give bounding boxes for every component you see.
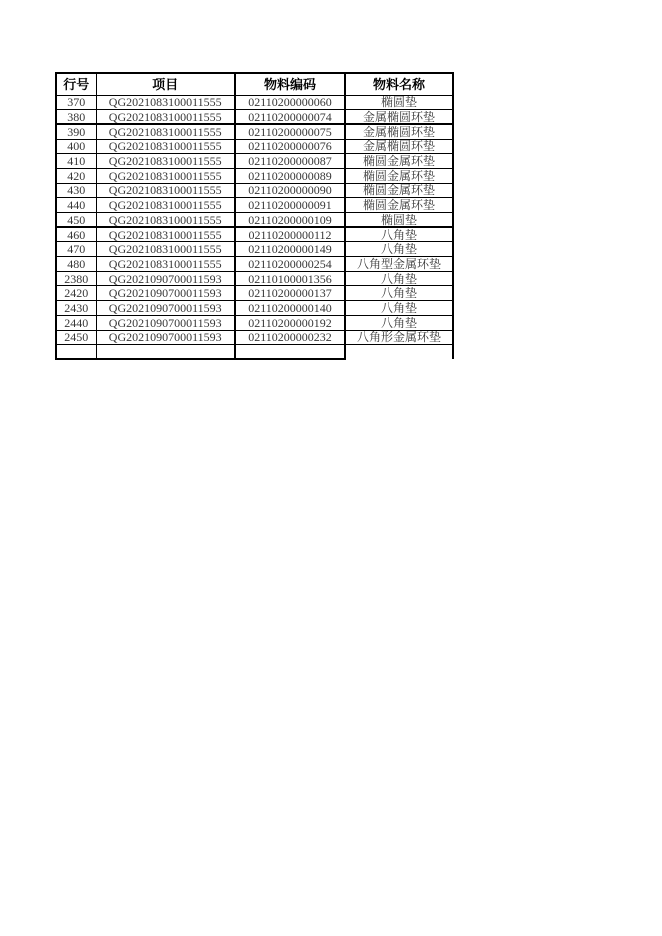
table-cell: 450 [56, 213, 96, 228]
table-cell: 金属椭圆环垫 [345, 124, 453, 139]
table-cell: 八角垫 [345, 315, 453, 330]
table-cell: 金属椭圆环垫 [345, 110, 453, 125]
table-row [56, 330, 453, 345]
table-cell: 八角垫 [345, 227, 453, 242]
table-row [56, 315, 453, 330]
header-row [56, 73, 453, 95]
table-row [56, 213, 453, 228]
table-row [56, 242, 453, 257]
table-cell: QG2021090700011593 [96, 315, 235, 330]
table-cell [345, 345, 453, 360]
table-cell: 椭圆金属环垫 [345, 168, 453, 183]
table-cell: 椭圆垫 [345, 95, 453, 110]
table-cell: 八角垫 [345, 271, 453, 286]
column-header-material-name: 物料名称 [345, 73, 453, 95]
table-cell: 八角垫 [345, 242, 453, 257]
table-row [56, 227, 453, 242]
table-cell: QG2021083100011555 [96, 213, 235, 228]
table-cell: 椭圆垫 [345, 213, 453, 228]
table-cell: QG2021083100011555 [96, 154, 235, 169]
table-cell: QG2021090700011593 [96, 271, 235, 286]
table-cell: 八角垫 [345, 286, 453, 301]
column-header-line-no: 行号 [56, 73, 96, 95]
table-cell: 02110200000137 [235, 286, 345, 301]
table-cell: QG2021083100011555 [96, 124, 235, 139]
table-cell: 2420 [56, 286, 96, 301]
table-row [56, 271, 453, 286]
table-cell: 2430 [56, 301, 96, 316]
table-header [56, 73, 453, 95]
table-cell: 02110200000076 [235, 139, 345, 154]
table-cell: 八角型金属环垫 [345, 257, 453, 272]
table-cell: QG2021090700011593 [96, 330, 235, 345]
column-header-material-code: 物料编码 [235, 73, 345, 95]
table-cell: 02110200000254 [235, 257, 345, 272]
table-cell: QG2021083100011555 [96, 168, 235, 183]
table-cell: QG2021090700011593 [96, 301, 235, 316]
column-header-project: 项目 [96, 73, 235, 95]
table-cell: 400 [56, 139, 96, 154]
table-cell: QG2021083100011555 [96, 242, 235, 257]
table-cell: 430 [56, 183, 96, 198]
table-row [56, 95, 453, 110]
table-cell: 380 [56, 110, 96, 125]
table-row [56, 183, 453, 198]
table-cell: 02110200000074 [235, 110, 345, 125]
table-cell: 八角形金属环垫 [345, 330, 453, 345]
table-row [56, 139, 453, 154]
table-cell: 02110200000192 [235, 315, 345, 330]
table-cell: 02110200000112 [235, 227, 345, 242]
table-row [56, 257, 453, 272]
empty-row [56, 345, 453, 360]
table-cell [56, 345, 96, 360]
table-row [56, 198, 453, 213]
table-row [56, 110, 453, 125]
table-cell: 390 [56, 124, 96, 139]
material-table [55, 72, 454, 360]
table-cell: 02110200000087 [235, 154, 345, 169]
table-row [56, 301, 453, 316]
table-cell: 410 [56, 154, 96, 169]
table-row [56, 168, 453, 183]
table-cell: 02110200000075 [235, 124, 345, 139]
table-cell: 椭圆金属环垫 [345, 154, 453, 169]
table-cell: 02110200000089 [235, 168, 345, 183]
table-cell: 八角垫 [345, 301, 453, 316]
table-cell: 470 [56, 242, 96, 257]
table-cell: QG2021083100011555 [96, 110, 235, 125]
table-cell: 椭圆金属环垫 [345, 198, 453, 213]
table-cell: 02110200000140 [235, 301, 345, 316]
table-row [56, 286, 453, 301]
table-cell: 460 [56, 227, 96, 242]
table-cell: QG2021090700011593 [96, 286, 235, 301]
table-cell: QG2021083100011555 [96, 183, 235, 198]
table-cell: 02110200000149 [235, 242, 345, 257]
table-cell: QG2021083100011555 [96, 139, 235, 154]
table-cell: 2450 [56, 330, 96, 345]
table-cell [96, 345, 235, 360]
table-cell: 2440 [56, 315, 96, 330]
table-cell: 椭圆金属环垫 [345, 183, 453, 198]
table-row [56, 124, 453, 139]
table-cell: 2380 [56, 271, 96, 286]
table-cell: QG2021083100011555 [96, 257, 235, 272]
table-cell: 420 [56, 168, 96, 183]
table-cell: 02110200000109 [235, 213, 345, 228]
table-cell: 480 [56, 257, 96, 272]
table-cell: QG2021083100011555 [96, 95, 235, 110]
table-cell: 02110200000090 [235, 183, 345, 198]
table-cell [235, 345, 345, 360]
table-cell: 02110200000060 [235, 95, 345, 110]
table-cell: 02110200000091 [235, 198, 345, 213]
table-cell: 02110200000232 [235, 330, 345, 345]
table-cell: 金属椭圆环垫 [345, 139, 453, 154]
table-cell: 02110100001356 [235, 271, 345, 286]
table-cell: QG2021083100011555 [96, 227, 235, 242]
table-row [56, 154, 453, 169]
table-cell: 370 [56, 95, 96, 110]
table-cell: 440 [56, 198, 96, 213]
table-cell: QG2021083100011555 [96, 198, 235, 213]
